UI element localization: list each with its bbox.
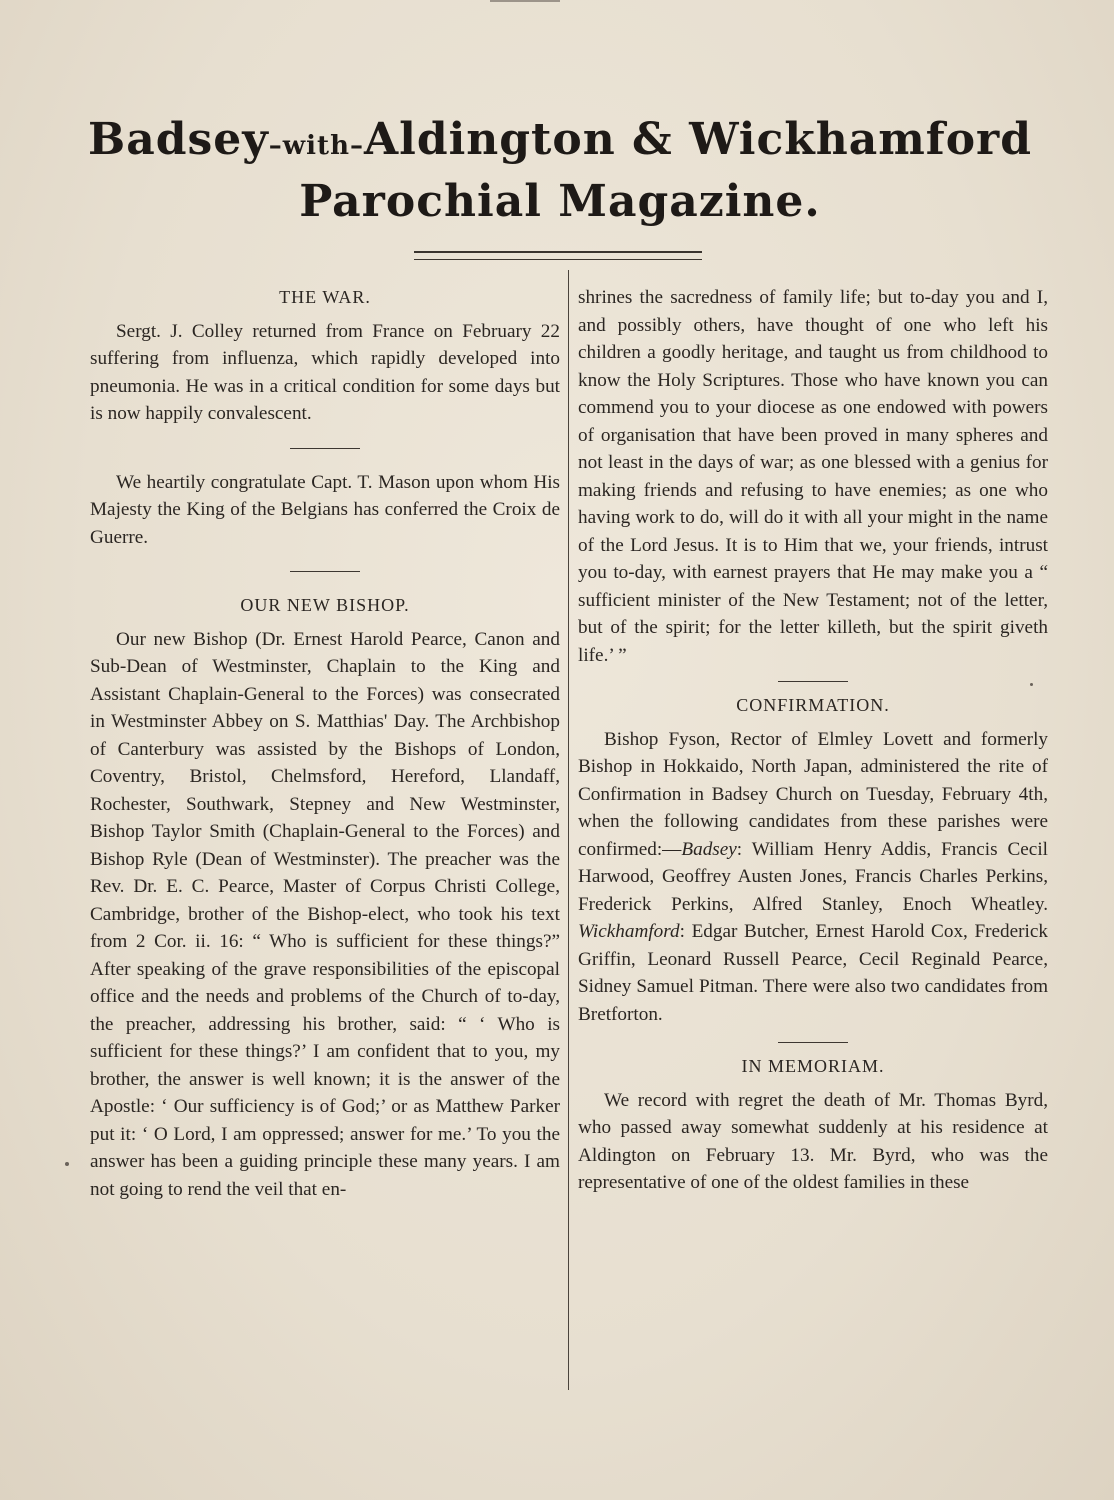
masthead-aldington-wickhamford: Aldington & Wickhamford bbox=[363, 114, 1032, 165]
paper-speck bbox=[65, 1162, 69, 1166]
masthead bbox=[60, 112, 1060, 230]
war-heading: THE WAR. bbox=[279, 287, 371, 307]
bishop-paragraph-continued: shrines the sacredness of family life; but to-day you and I, and possibly others, have thought of one who left his children a goodly heritage, and taught us from childhood to know the Holy Scriptures. Those who have known you can commend you to your diocese as one endowed with powers of organisation that have been proved in many spheres and not least in the days of war; as one blessed with a genius for making friends and refusing to have enemies; as one who having work to do, will do it with all your might in the name of the Lord Jesus. It is to Him that we, your friends, intrust you to-day, with earnest prayers that He may make you a “ sufficient minister of the New Testament; not of the letter, but of the spirit; for the letter killeth, but the spirit giveth life.’ ” bbox=[578, 287, 1048, 666]
column-divider bbox=[568, 270, 569, 1390]
section-rule bbox=[290, 448, 360, 449]
masthead-line-1 bbox=[60, 112, 1060, 174]
top-edge-rule bbox=[490, 0, 560, 2]
section-rule bbox=[778, 1042, 848, 1043]
section-rule bbox=[778, 681, 848, 682]
masthead-badsey: Badsey bbox=[88, 114, 269, 165]
wickhamford-label: Wickhamford bbox=[578, 921, 680, 942]
masthead-with: –with– bbox=[268, 131, 364, 161]
paper-speck bbox=[1030, 683, 1033, 686]
bishop-heading: OUR NEW BISHOP. bbox=[240, 595, 410, 615]
left-column bbox=[90, 284, 560, 1203]
confirmation-paragraph bbox=[578, 726, 1048, 1029]
right-column bbox=[578, 284, 1048, 1197]
confirmation-heading: CONFIRMATION. bbox=[736, 695, 890, 715]
wickhamford-candidates: : Edgar Butcher, Ernest Harold Cox, Frederick Griffin, Leonard Russell Pearce, Cecil Reginald Pearce, Sidney Samuel Pitman. There were also two candidates from Bretforton. bbox=[578, 921, 1048, 1025]
memoriam-paragraph: We record with regret the death of Mr. Thomas Byrd, who passed away somewhat suddenly at his residence at Aldington on February 13. Mr. Byrd, who was the representative of one of the oldest families in these bbox=[578, 1089, 1048, 1193]
memoriam-heading: IN MEMORIAM. bbox=[741, 1056, 885, 1076]
bishop-paragraph: Our new Bishop (Dr. Ernest Harold Pearce, Canon and Sub-Dean of Westminster, Chaplain to the King and Assistant Chaplain-General to the Forces) was consecrated in Westminster Abbey on S. Matthias' Day. The Archbishop of Canterbury was assisted by the Bishops of London, Coventry, Bristol, Chelmsford, Hereford, Llandaff, Rochester, Southwark, Stepney and New Westminster, Bishop Taylor Smith (Chaplain-General to the Forces) and Bishop Ryle (Dean of Westminster). The preacher was the Rev. Dr. E. C. Pearce, Master of Corpus Christi College, Cambridge, brother of the Bishop-elect, who took his text from 2 Cor. ii. 16: “ Who is sufficient for these things?” After speaking of the grave responsibilities of the episcopal office and the needs and problems of the Church of to-day, the preacher, addressing his brother, said: “ ‘ Who is sufficient for these things?’ I am confident that to you, my brother, the answer is well known; it is the answer of the Apostle: ‘ Our sufficiency is of God;’ or as Matthew Parker put it: ‘ O Lord, I am oppressed; answer for me.’ To you the answer has been a guiding principle these many years. I am not going to rend the veil that en- bbox=[90, 628, 560, 1200]
badsey-label: Badsey bbox=[681, 838, 737, 860]
badsey-candidates: : William Henry Addis, Francis Cecil Harwood, Geoffrey Austen Jones, Francis Charles Perkins, Frederick Perkins, Alfred Stanley, Enoch Wheatley. bbox=[578, 838, 1048, 915]
masthead-line-2: Parochial Magazine. bbox=[299, 176, 821, 227]
masthead-double-rule bbox=[414, 251, 702, 260]
war-paragraph-2: We heartily congratulate Capt. T. Mason upon whom His Majesty the King of the Belgians has conferred the Croix de Guerre. bbox=[90, 471, 560, 548]
war-paragraph-1: Sergt. J. Colley returned from France on February 22 suffering from influenza, which rapidly developed into pneumonia. He was in a critical condition for some days but is now happily convalescent. bbox=[90, 320, 560, 424]
section-rule bbox=[290, 571, 360, 572]
confirmation-intro: Bishop Fyson, Rector of Elmley Lovett and formerly Bishop in Hokkaido, North Japan, administered the rite of Confirmation in Badsey Church on Tuesday, February 4th, when the following candidates from these parishes were confirmed:— bbox=[578, 728, 1048, 860]
